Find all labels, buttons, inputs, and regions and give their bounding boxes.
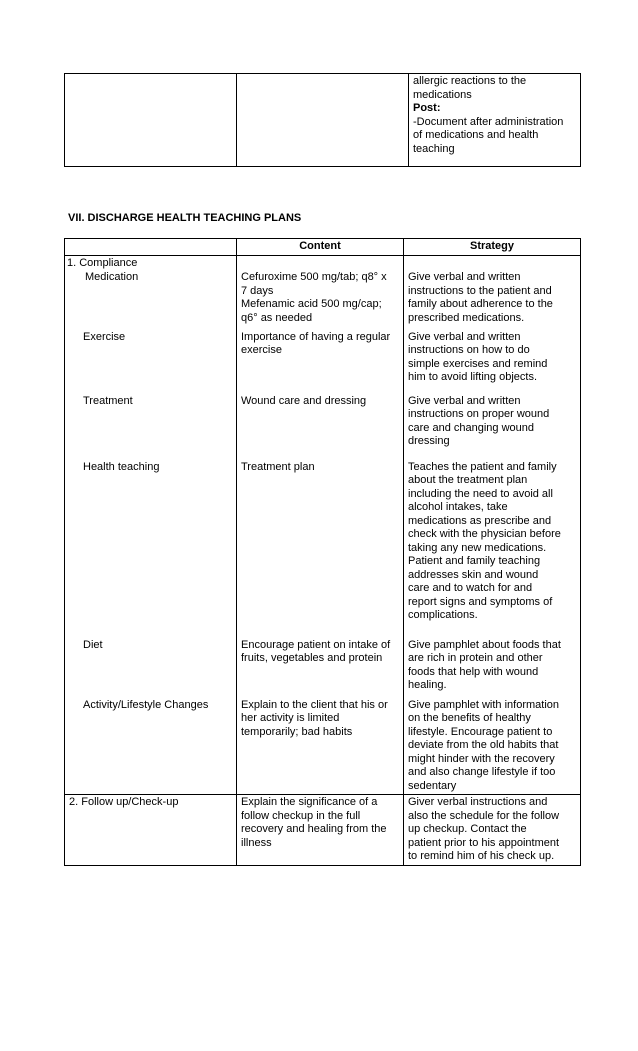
strategy-cell-line: might hinder with the recovery <box>408 752 555 765</box>
row-label-cell <box>65 330 237 394</box>
strategy-cell-line: taking any new medications. <box>408 541 547 554</box>
teaching-row <box>65 460 581 638</box>
row-label: Exercise <box>83 330 126 343</box>
content-cell <box>237 638 404 698</box>
strategy-cell-line: Give pamphlet with information <box>408 698 560 711</box>
content-cell <box>237 698 404 795</box>
strategy-cell <box>404 698 581 795</box>
strategy-cell-line: Giver verbal instructions and <box>408 796 548 808</box>
strategy-cell-line: Teaches the patient and family <box>408 460 557 473</box>
strategy-cell-line: instructions on how to do <box>408 344 530 356</box>
header-strategy: Strategy <box>404 239 581 256</box>
strategy-cell-line: are rich in protein and other <box>408 652 543 664</box>
teaching-row <box>65 256 581 330</box>
strategy-cell-line: lifestyle. Encourage patient to <box>408 725 553 738</box>
teaching-row <box>65 638 581 698</box>
row-label-cell <box>65 256 237 330</box>
teaching-row <box>65 394 581 460</box>
strategy-cell-line: up checkup. Contact the <box>408 823 527 835</box>
content-cell-line: Encourage patient on intake of <box>241 638 391 651</box>
cell-text: allergic reactions to the <box>413 75 527 87</box>
strategy-cell-line: alcohol intakes, take <box>408 501 508 513</box>
row-label-cell <box>65 394 237 460</box>
strategy-cell-line: Give verbal and written <box>408 271 521 283</box>
content-cell-line: follow checkup in the full <box>241 809 361 822</box>
row-label: Diet <box>83 638 103 651</box>
strategy-cell-line: simple exercises and remind <box>408 357 548 370</box>
strategy-cell <box>404 394 581 460</box>
teaching-rows <box>65 256 581 866</box>
strategy-cell-line: about the treatment plan <box>408 474 528 486</box>
content-cell-line: Cefuroxime 500 mg/tab; q8° x <box>241 271 387 283</box>
content-cell-line: Wound care and dressing <box>241 394 367 407</box>
cell-text: -Document after administration <box>413 115 564 128</box>
content-cell-line: exercise <box>241 344 282 356</box>
strategy-cell-line: complications. <box>408 609 478 621</box>
row-label-cell <box>65 460 237 638</box>
content-cell-line: her activity is limited <box>241 712 340 724</box>
strategy-cell-line: care and changing wound <box>408 421 534 434</box>
followup-label: 2. Follow up/Check-up <box>65 795 237 866</box>
strategy-cell-line: deviate from the old habits that <box>408 739 559 751</box>
header-content: Content <box>237 239 404 256</box>
content-cell-line: Mefenamic acid 500 mg/cap; <box>241 298 382 310</box>
empty-cell <box>237 74 409 167</box>
strategy-cell-line: patient prior to his appointment <box>408 836 560 849</box>
content-cell <box>237 256 404 330</box>
strategy-cell-line: and also change lifestyle if too <box>408 766 556 778</box>
strategy-cell-line: sedentary <box>408 779 457 792</box>
strategy-cell-line: check with the physician before <box>408 528 561 540</box>
strategy-cell <box>404 460 581 638</box>
content-cell-line: temporarily; bad habits <box>241 725 353 738</box>
followup-row <box>65 795 581 866</box>
strategy-cell-line: instructions to the patient and <box>408 284 552 297</box>
row-label-cell <box>65 638 237 698</box>
content-cell <box>237 330 404 394</box>
content-cell-line: fruits, vegetables and protein <box>241 652 383 664</box>
row-label: Health teaching <box>83 460 160 473</box>
evaluation-cell <box>409 74 581 167</box>
continued-care-table <box>64 73 581 167</box>
strategy-cell-line: Give pamphlet about foods that <box>408 638 561 651</box>
strategy-cell-line: on the benefits of healthy <box>408 712 531 724</box>
cell-text: teaching <box>413 142 455 155</box>
row-label-cell <box>65 698 237 795</box>
section-title: VII. DISCHARGE HEALTH TEACHING PLANS <box>68 212 302 224</box>
teaching-row <box>65 698 581 795</box>
cell-text: of medications and health <box>413 129 539 141</box>
strategy-cell-line: addresses skin and wound <box>408 568 539 581</box>
row-label: Medication <box>85 270 139 283</box>
empty-cell <box>65 74 237 167</box>
strategy-cell <box>404 795 581 866</box>
row-label: Activity/Lifestyle Changes <box>83 698 209 711</box>
strategy-cell-line: medications as prescribe and <box>408 514 552 527</box>
strategy-cell-line: care and to watch for and <box>408 582 533 594</box>
content-cell-line: Explain the significance of a <box>241 796 378 808</box>
content-cell <box>237 460 404 638</box>
strategy-cell-line: report signs and symptoms of <box>408 595 553 608</box>
strategy-cell-line: also the schedule for the follow <box>408 809 560 822</box>
teaching-row <box>65 330 581 394</box>
strategy-cell-line: dressing <box>408 435 450 447</box>
content-cell-line: q6° as needed <box>241 311 313 324</box>
content-cell <box>237 394 404 460</box>
content-cell <box>237 795 404 866</box>
strategy-cell-line: healing. <box>408 679 447 691</box>
strategy-cell-line: Patient and family teaching <box>408 555 541 567</box>
strategy-cell-line: Give verbal and written <box>408 394 521 407</box>
strategy-cell-line: him to avoid lifting objects. <box>408 371 538 383</box>
post-label: Post: <box>413 102 441 114</box>
content-cell-line: 7 days <box>241 284 274 297</box>
content-cell-line: Treatment plan <box>241 460 315 473</box>
discharge-teaching-table <box>64 238 581 866</box>
content-cell-line: recovery and healing from the <box>241 823 387 835</box>
group-label: 1. Compliance <box>67 257 138 269</box>
strategy-cell-line: Give verbal and written <box>408 330 521 343</box>
strategy-cell-line: prescribed medications. <box>408 311 525 324</box>
content-cell-line: Explain to the client that his or <box>241 698 388 711</box>
strategy-cell <box>404 330 581 394</box>
content-cell-line: Importance of having a regular <box>241 330 391 343</box>
content-cell-line: illness <box>241 836 272 849</box>
strategy-cell <box>404 256 581 330</box>
strategy-cell <box>404 638 581 698</box>
strategy-cell-line: to remind him of his check up. <box>408 850 555 862</box>
strategy-cell-line: family about adherence to the <box>408 298 553 310</box>
cell-text: medications <box>413 88 472 101</box>
strategy-cell-line: including the need to avoid all <box>408 487 553 500</box>
row-label: Treatment <box>83 394 133 407</box>
header-blank <box>65 239 237 256</box>
strategy-cell-line: foods that help with wound <box>408 665 539 678</box>
strategy-cell-line: instructions on proper wound <box>408 408 550 420</box>
